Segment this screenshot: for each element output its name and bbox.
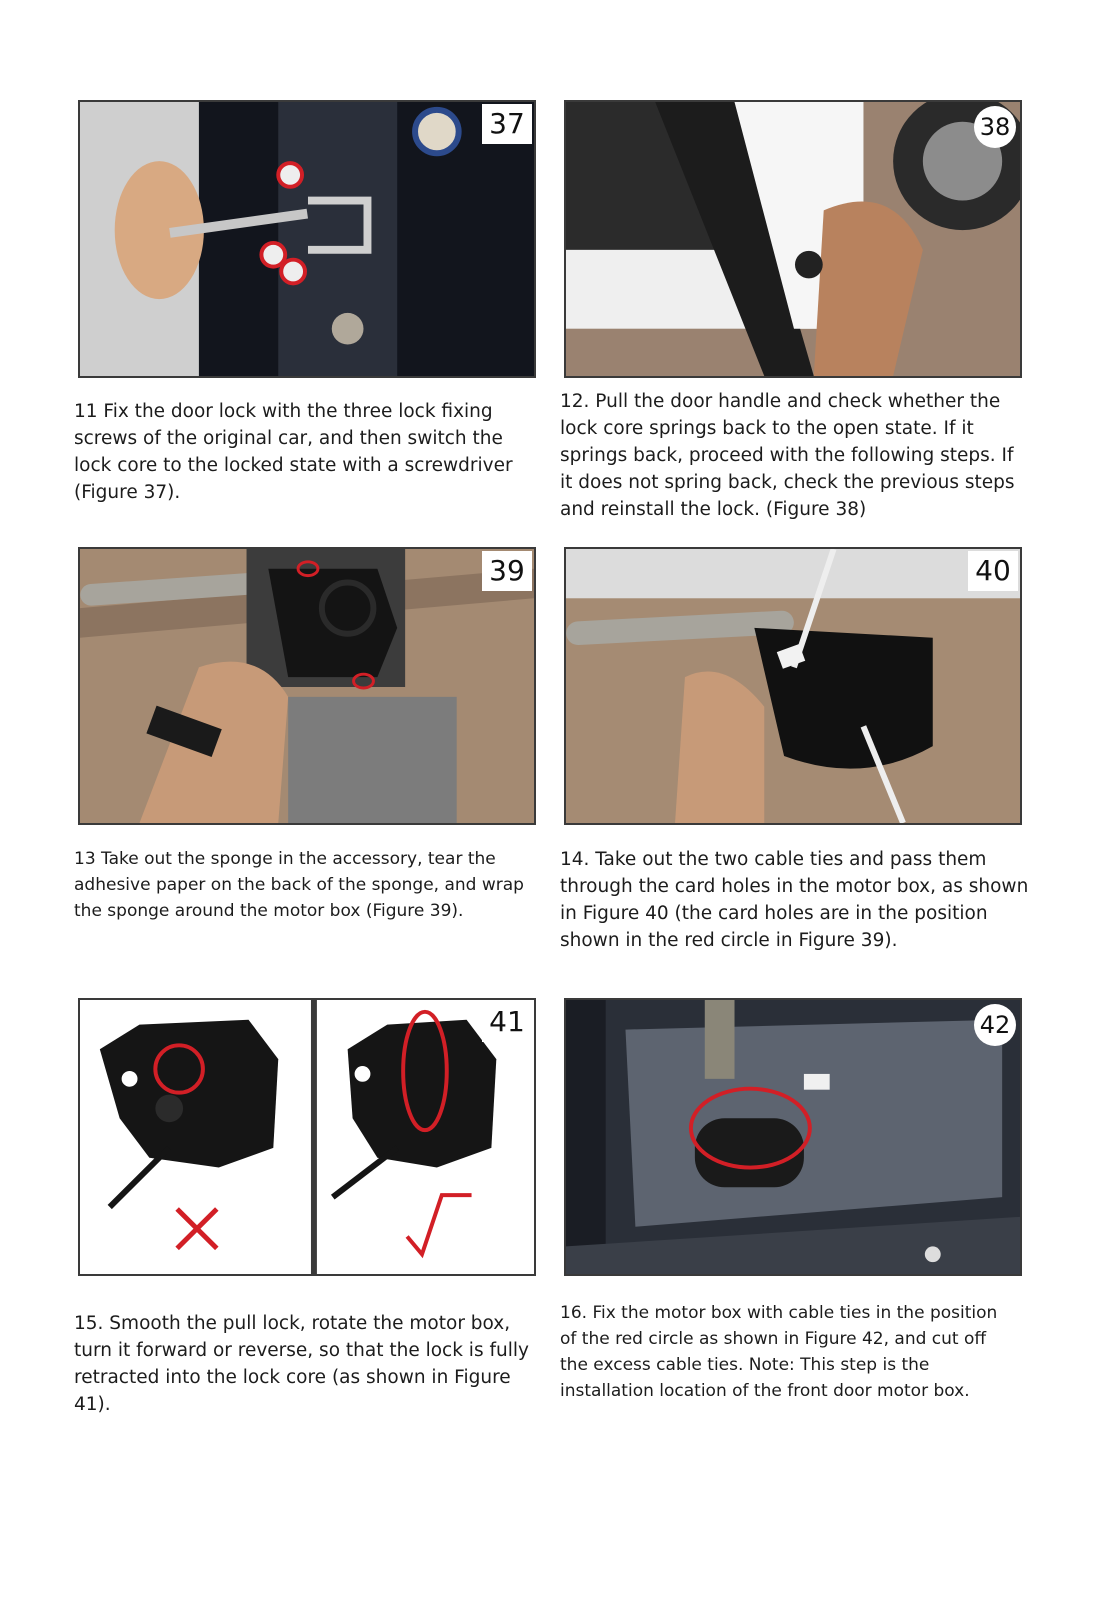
figure-37-photo [80,102,534,376]
figure-39 [78,547,536,825]
figure-42-photo [566,1000,1020,1274]
figure-40-photo [566,549,1020,823]
step-14-text: 14. Take out the two cable ties and pass them through the card holes in the motor box, as shown in Figure 40 (the card holes are in the position shown in the red circle in Figure 39). [560,849,1029,951]
figure-42 [564,998,1022,1276]
step-12-text: 12. Pull the door handle and check whether the lock core springs back to the open state. If it springs back, proceed with the following steps. If it does not spring back, check the previous steps and reinstall the lock. (Figure 38) [560,391,1015,520]
figure-38 [564,100,1022,378]
figure-number: 38 [974,106,1016,148]
figure-41-photo [80,1000,534,1274]
figure-number: 41 [482,1002,532,1042]
step-11-text: 11 Fix the door lock with the three lock fixing screws of the original car, and then switch the lock core to the locked state with a screwdriver (Figure 37). [74,401,513,503]
figure-38-photo [566,102,1020,376]
figure-number: 39 [482,551,532,591]
figure-number: 40 [968,551,1018,591]
figure-number: 37 [482,104,532,144]
figure-41 [78,998,536,1276]
figure-37 [78,100,536,378]
step-13-text: 13 Take out the sponge in the accessory, tear the adhesive paper on the back of the sponge, and wrap the sponge around the motor box (Figure 39). [74,849,524,921]
step-15-text: 15. Smooth the pull lock, rotate the motor box, turn it forward or reverse, so that the lock is fully retracted into the lock core (as shown in Figure 41). [74,1313,529,1415]
figure-39-photo [80,549,534,823]
step-16-text: 16. Fix the motor box with cable ties in the position of the red circle as shown in Figure 42, and cut off the excess cable ties. Note: This step is the installation location of the front door motor box. [560,1303,998,1401]
figure-40 [564,547,1022,825]
figure-number: 42 [974,1004,1016,1046]
